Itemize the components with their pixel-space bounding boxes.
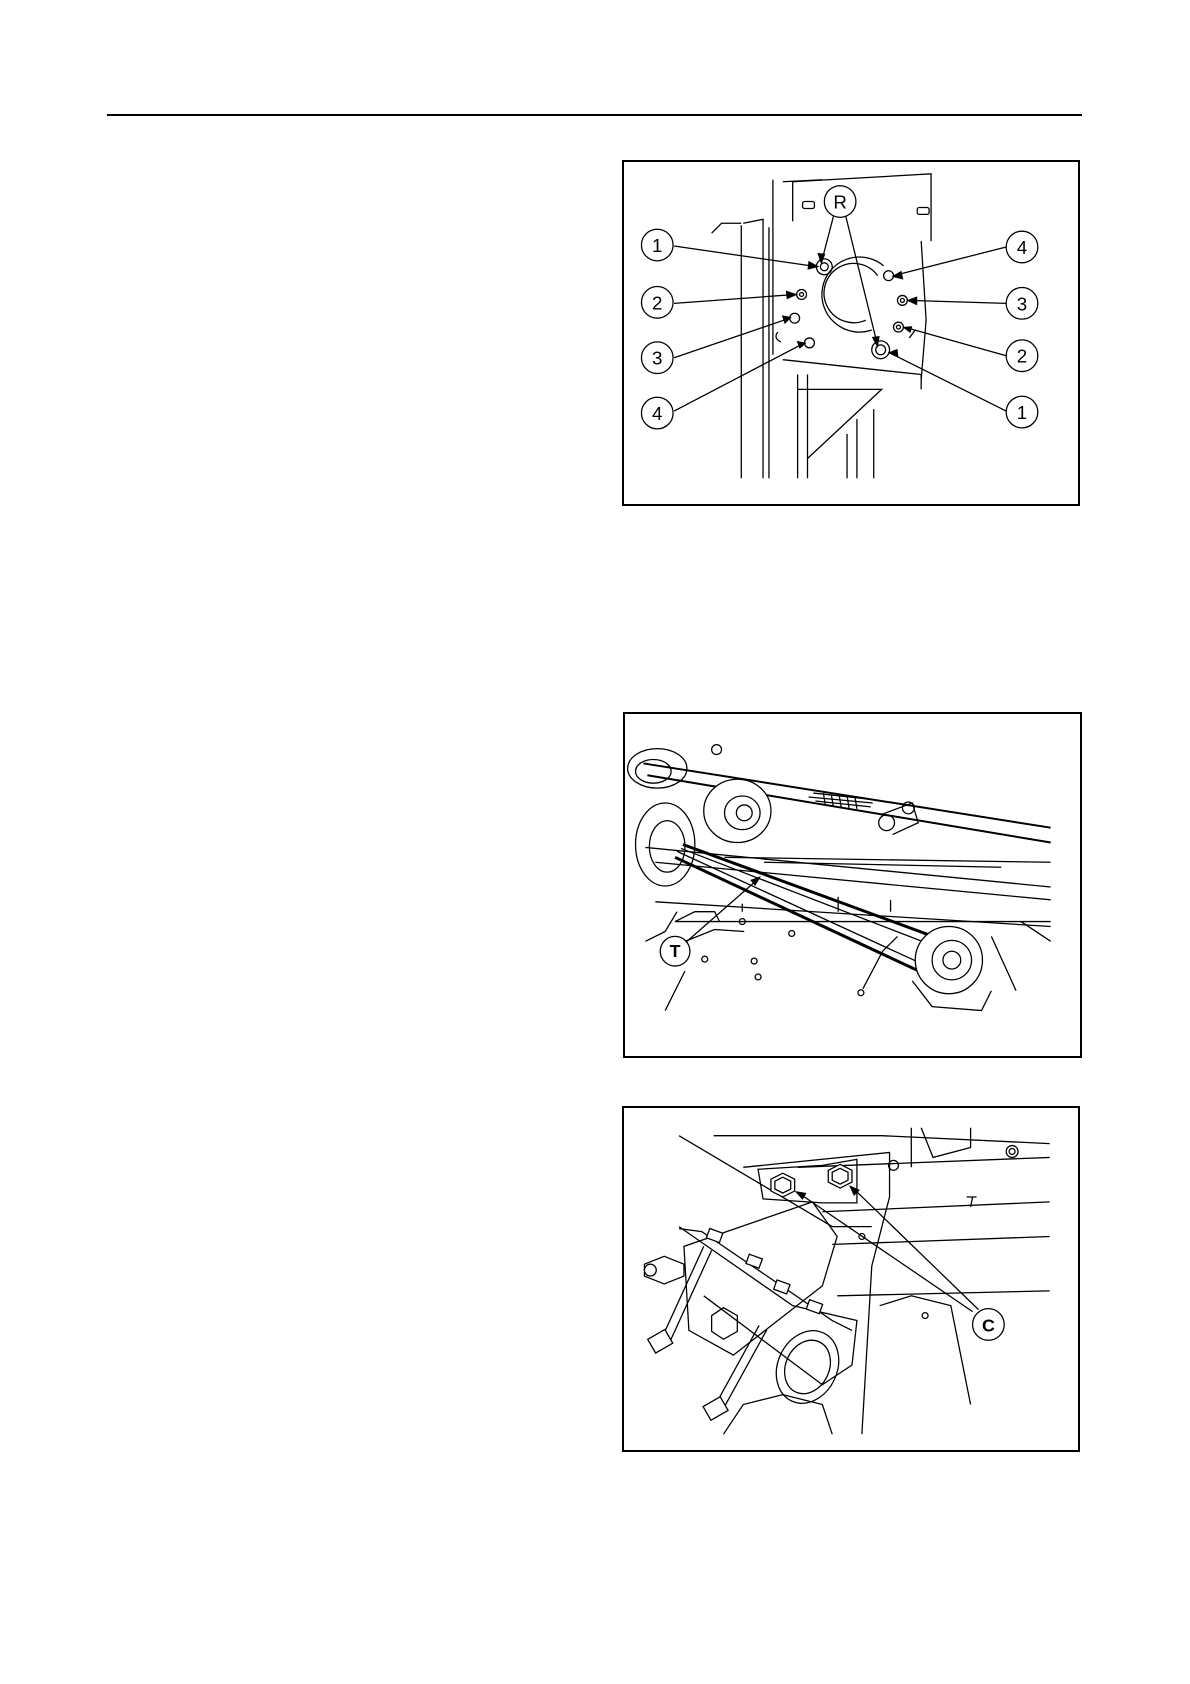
callout-right-3 <box>1006 288 1038 320</box>
callout-left-1 <box>641 229 673 261</box>
svg-text:2: 2 <box>1016 345 1028 367</box>
svg-text:3: 3 <box>652 347 663 369</box>
svg-text:R: R <box>833 191 847 213</box>
svg-text:1: 1 <box>652 234 663 256</box>
callout-right-2 <box>1006 340 1038 372</box>
svg-text:T: T <box>669 941 681 962</box>
callout-left-2 <box>641 287 673 319</box>
callout-right-4 <box>1006 231 1038 263</box>
callout-C <box>973 1309 1005 1341</box>
figure-adjustment-plate <box>622 160 1080 506</box>
svg-text:2: 2 <box>652 292 663 314</box>
callout-R <box>824 186 856 218</box>
leader-lines <box>674 213 1006 411</box>
svg-text:4: 4 <box>652 402 663 424</box>
svg-text:4: 4 <box>1016 236 1028 258</box>
gearbox-drawing <box>644 1128 1049 1434</box>
callout-T <box>660 936 690 966</box>
callout-left-3 <box>641 342 673 374</box>
belt-drive-drawing <box>628 745 1051 1011</box>
callout-right-1 <box>1006 396 1038 428</box>
svg-text:C: C <box>981 1315 995 1336</box>
svg-text:3: 3 <box>1016 293 1028 315</box>
plate-drawing <box>712 174 931 478</box>
figure-belt-drive <box>623 712 1082 1058</box>
figure-gearbox-mount <box>622 1106 1080 1452</box>
svg-text:1: 1 <box>1016 401 1028 423</box>
leader-lines <box>687 879 758 941</box>
arrow-heads <box>782 253 917 358</box>
callout-left-4 <box>641 397 673 429</box>
header-rule <box>107 114 1082 116</box>
